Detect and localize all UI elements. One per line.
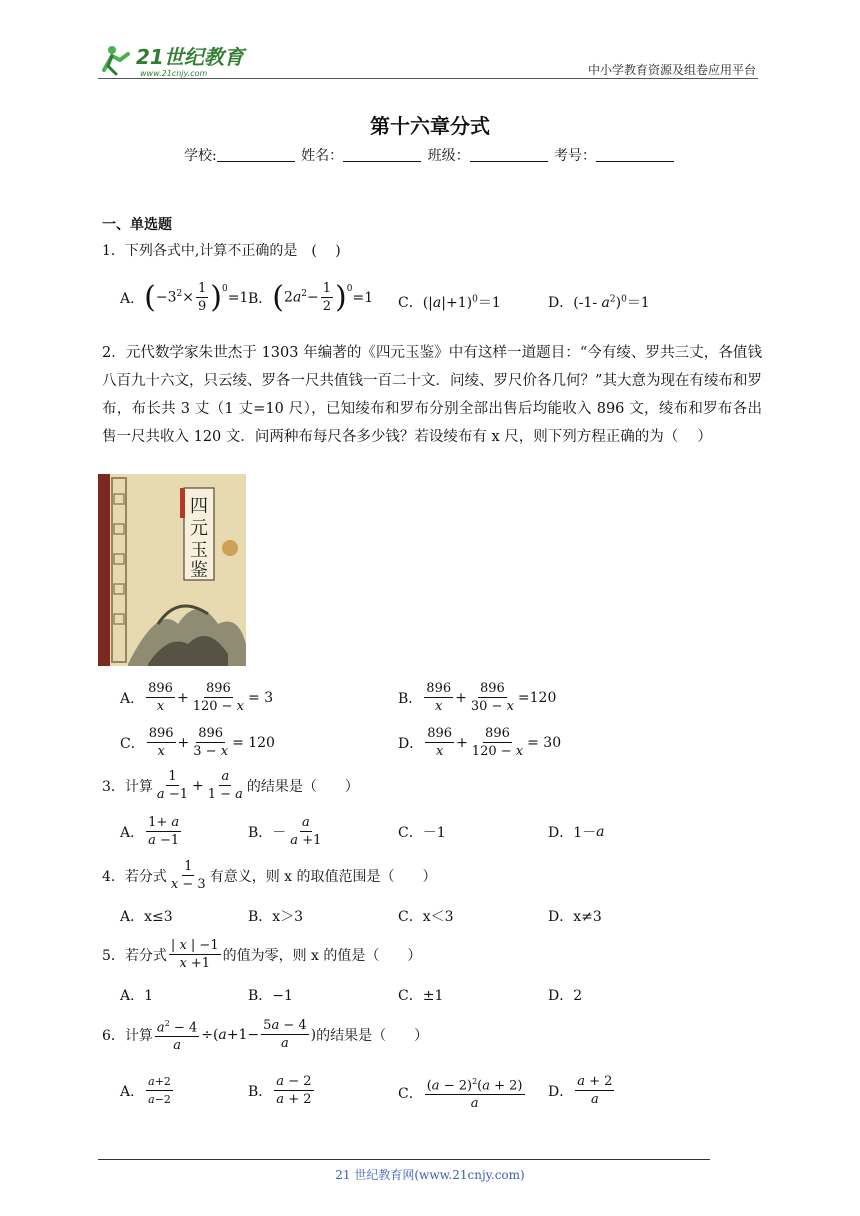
q4-option-b[interactable]: B．x＞3 — [248, 909, 304, 925]
exam-no-label: 考号： — [554, 148, 597, 164]
footer-divider — [98, 1159, 710, 1160]
question-5-stem: 5．若分式 $\frac{| x | -1}{x +1}$ 的值为零，则 x 的值是（ ） — [102, 938, 422, 971]
header-platform-text: 中小学教育资源及组卷应用平台 — [587, 63, 756, 77]
q4-option-a[interactable]: A．x≤3 — [120, 909, 173, 925]
logo — [98, 40, 258, 80]
q4-option-c[interactable]: C．x＜3 — [398, 909, 454, 925]
q1-option-a[interactable]: A． ( $-3^2\times$ $\frac{1}{9}$ ) $^0$ =1 — [120, 279, 249, 315]
question-3-stem: 3．计算 $\frac{1}{a -1}$ + $\frac{a}{1 - a}$ 的结果是（ ） — [102, 769, 359, 802]
book-title-char-3: 玉 — [190, 540, 208, 561]
question-2-text: 2．元代数学家朱世杰于 1303 年编著的《四元玉鉴》中有这样一道题目：“今有绫、罗共三丈，各值钱八百九十六文，只云绫、罗各一尺共值钱一百二十文．问绫、罗尺价各几何？”其大意为现在有绫布和罗布，布长共 3 丈（1 丈=10 尺），已知绫布和罗布分别全部出售后均能收入 896 文，绫布和罗布各出售一尺共收入 120 文．问两种布每尺各多少钱？若设绫布有 x 尺，则下列方程正确的为（ ） — [102, 345, 762, 445]
q5-option-a[interactable]: A．1 — [120, 988, 154, 1004]
q6-option-a[interactable]: A． $\frac{a+2}{a-2}$ — [120, 1075, 171, 1106]
book-title-char-4: 鉴 — [190, 560, 208, 581]
name-blank[interactable] — [343, 147, 421, 162]
question-6-stem: 6．计算 $\frac{a^2 - 4}{a}$ ÷(a+1− $\frac{5a - 4}{a}$ ) 的结果是（ ） — [102, 1015, 428, 1054]
q5-option-c[interactable]: C．±1 — [398, 988, 444, 1004]
question-4-stem: 4．若分式 $\frac{1}{x - 3}$ 有意义，则 x 的取值范围是（ ） — [102, 859, 437, 892]
q6-option-d[interactable]: D． $\frac{a + 2}{a}$ — [548, 1074, 613, 1107]
q5-option-d[interactable]: D．2 — [548, 988, 583, 1004]
q2-option-b[interactable]: B． $\frac{896}{x}$ + $\frac{896}{30 - x}$ =120 — [398, 681, 557, 714]
q3-option-a[interactable]: A． $\frac{1+ a}{a -1}$ — [120, 815, 180, 848]
q1-option-b[interactable]: B． ( $2a^2-$ $\frac{1}{2}$ ) $^0$ =1 — [248, 279, 374, 315]
exam-no-blank[interactable] — [596, 147, 674, 162]
school-label: 学校: — [183, 148, 217, 164]
q6-option-b[interactable]: B． $\frac{a - 2}{a + 2}$ — [248, 1074, 312, 1107]
book-cover-image — [98, 474, 246, 666]
q3-option-c[interactable]: C．－1 — [398, 825, 446, 841]
q3-option-b[interactable]: B．－ $\frac{a}{a +1}$ — [248, 815, 322, 848]
q2-option-c[interactable]: C． $\frac{896}{x}$ + $\frac{896}{3 - x}$ = 120 — [120, 726, 275, 759]
school-blank[interactable] — [217, 147, 295, 162]
name-label: 姓名： — [301, 148, 344, 164]
q2-option-d[interactable]: D． $\frac{896}{x}$ + $\frac{896}{120 - x}$ = 30 — [398, 726, 562, 759]
q1-option-c[interactable]: C． $(|a|+1)^0=1$ — [398, 294, 501, 311]
page-title: 第十六章分式 — [370, 114, 490, 138]
question-1-stem: 1．下列各式中,计算不正确的是 ( ) — [102, 243, 341, 259]
q3-option-d[interactable]: D．1－ a — [548, 824, 605, 841]
svg-text:21世纪教育: 21世纪教育 — [136, 45, 244, 69]
q2-option-a[interactable]: A． $\frac{896}{x}$ + $\frac{896}{120 - x}$ = 3 — [120, 681, 274, 714]
student-info — [0, 145, 860, 165]
book-title-char-1: 四 — [190, 496, 208, 517]
q1-option-d[interactable]: D． (-1- $a^2)^0=1$ — [548, 294, 650, 311]
q6-option-c[interactable]: C． $\frac{(a - 2)^2(a + 2)}{a}$ — [398, 1073, 527, 1112]
footer-text[interactable]: 21 世纪教育网(www.21cnjy.com) — [335, 1168, 525, 1182]
q5-option-b[interactable]: B．−1 — [248, 988, 293, 1004]
class-label: 班级： — [427, 148, 470, 164]
q4-option-d[interactable]: D．x≠3 — [548, 909, 602, 925]
svg-text:www.21cnjy.com: www.21cnjy.com — [140, 69, 208, 78]
class-blank[interactable] — [470, 147, 548, 162]
section-heading: 一、单选题 — [102, 217, 172, 233]
header-divider — [98, 78, 758, 79]
book-title-char-2: 元 — [190, 518, 208, 539]
